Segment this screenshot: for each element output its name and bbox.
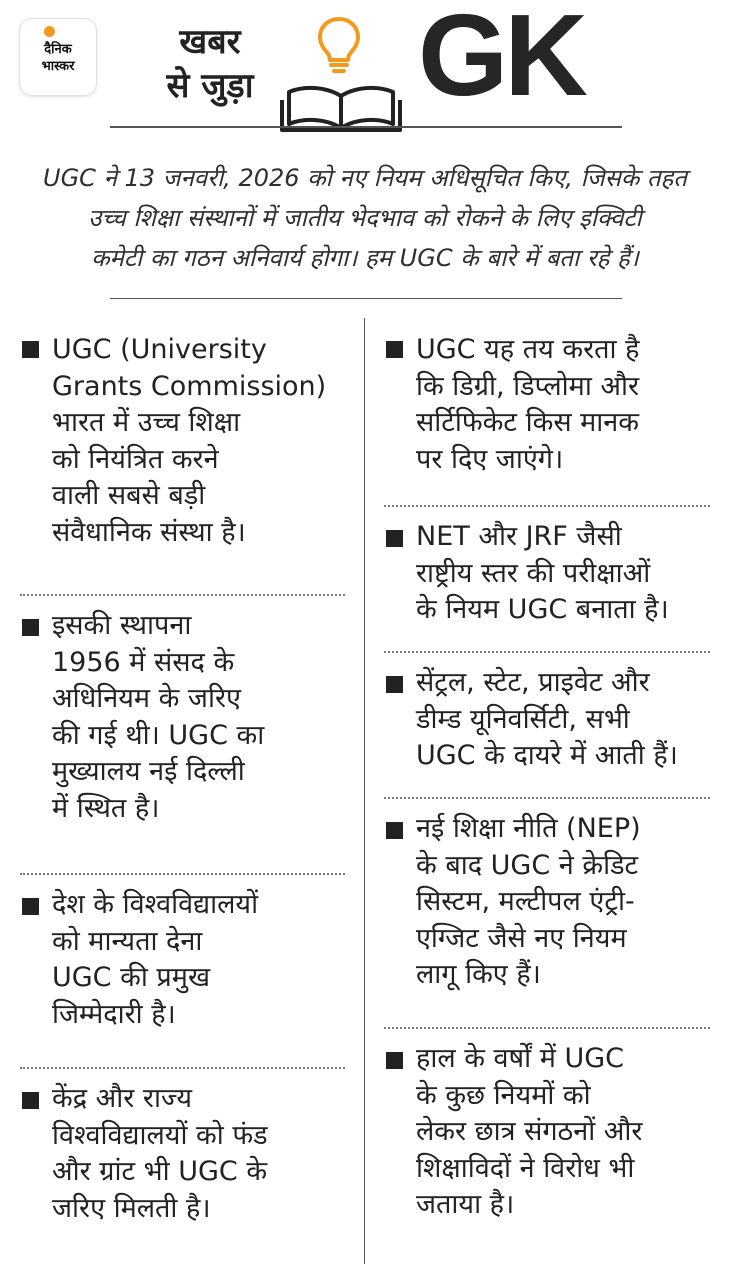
fact-line: Grants Commission) xyxy=(52,370,327,402)
lightbulb-icon xyxy=(316,16,362,74)
fact-line: लागू किए हैं। xyxy=(416,959,541,990)
fact-line: के कुछ नियमों को xyxy=(416,1079,591,1111)
intro-line: उच्च शिक्षा संस्थानों में जातीय भेदभाव को रोकने के लिए इक्विटी xyxy=(88,204,642,232)
bullet-square-icon xyxy=(22,341,39,358)
fact-item xyxy=(20,1069,345,1259)
fact-line: UGC (University xyxy=(52,334,267,365)
fact-line: विश्वविद्यालयों को फंड xyxy=(52,1119,268,1151)
fact-line: के नियम UGC बनाता है। xyxy=(416,594,669,625)
fact-line: 1956 में संसद के xyxy=(52,646,235,678)
fact-line: UGC की प्रमुख xyxy=(52,962,211,993)
fact-item xyxy=(384,507,710,651)
right-column xyxy=(384,318,710,1257)
fact-line: जताया है। xyxy=(416,1189,515,1220)
fact-line: सेंट्रल, स्टेट, प्राइवेट और xyxy=(416,667,650,698)
fact-line: डीम्ड यूनिवर्सिटी, सभी xyxy=(416,703,630,735)
logo-line-2: भास्कर xyxy=(41,59,75,74)
logo-line-1: दैनिक xyxy=(44,42,72,57)
fact-line: भारत में उच्च शिक्षा xyxy=(52,407,241,438)
gk-heading: GK xyxy=(418,0,584,120)
fact-line: मुख्यालय नई दिल्ली xyxy=(52,756,245,787)
header-title-line-1: खबर xyxy=(179,22,241,62)
intro-line: UGC ने 13 जनवरी, 2026 को नए नियम अधिसूचित किए, जिसके तहत xyxy=(43,164,687,192)
fact-line: UGC यह तय करता है xyxy=(416,334,640,365)
fact-line: और ग्रांट भी UGC के xyxy=(52,1156,268,1187)
bullet-square-icon xyxy=(22,898,39,915)
fact-line: पर दिए जाएंगे। xyxy=(416,443,564,475)
fact-line: सर्टिफिकेट किस मानक xyxy=(416,407,640,438)
fact-item xyxy=(384,1029,710,1257)
fact-item xyxy=(20,596,345,873)
bullet-square-icon xyxy=(22,619,39,636)
column-divider xyxy=(364,318,365,1264)
fact-line: शिक्षाविदों ने विरोध भी xyxy=(416,1152,635,1184)
fact-line: इसकी स्थापना xyxy=(52,610,192,641)
fact-item xyxy=(20,318,345,594)
fact-line: जरिए मिलती है। xyxy=(52,1192,211,1224)
bullet-square-icon xyxy=(22,1092,39,1109)
fact-line: अधिनियम के जरिए xyxy=(52,683,241,714)
fact-line: हाल के वर्षों में UGC xyxy=(416,1043,624,1074)
fact-item xyxy=(384,799,710,1027)
fact-line: केंद्र और राज्य xyxy=(52,1083,193,1114)
fact-line: सिस्टम, मल्टीपल एंट्री- xyxy=(416,886,635,917)
logo-sun-icon xyxy=(44,26,55,37)
fact-item xyxy=(384,653,710,797)
fact-line: को मान्यता देना xyxy=(52,925,203,957)
fact-line: को नियंत्रित करने xyxy=(52,443,219,475)
bullet-square-icon xyxy=(386,530,403,547)
bullet-square-icon xyxy=(386,676,403,693)
fact-line: देश के विश्वविद्यालयों xyxy=(52,889,259,920)
fact-line: लेकर छात्र संगठनों और xyxy=(416,1116,643,1147)
bullet-square-icon xyxy=(386,1052,403,1069)
bullet-square-icon xyxy=(386,822,403,839)
fact-line: UGC के दायरे में आती हैं। xyxy=(416,740,678,771)
fact-line: कि डिग्री, डिप्लोमा और xyxy=(416,370,640,402)
header-divider xyxy=(110,126,622,128)
fact-item xyxy=(384,318,710,505)
fact-line: नई शिक्षा नीति (NEP) xyxy=(416,813,641,844)
fact-line: में स्थित है। xyxy=(52,792,160,824)
intro-divider xyxy=(110,298,622,299)
intro-line: कमेटी का गठन अनिवार्य होगा। हम UGC के बारे में बता रहे हैं। xyxy=(91,244,639,272)
left-column xyxy=(20,318,345,1259)
fact-line: की गई थी। UGC का xyxy=(52,719,265,751)
fact-line: वाली सबसे बड़ी xyxy=(52,480,206,511)
fact-line: जिम्मेदारी है। xyxy=(52,998,176,1030)
fact-line: एग्जिट जैसे नए नियम xyxy=(416,922,627,954)
fact-item xyxy=(20,875,345,1067)
intro-paragraph xyxy=(0,158,730,278)
fact-line: NET और JRF जैसी xyxy=(416,521,622,552)
header-title-line-2: से जुड़ा xyxy=(166,66,254,106)
dainik-bhaskar-logo xyxy=(20,19,96,95)
fact-line: संवैधानिक संस्था है। xyxy=(52,516,246,548)
fact-line: राष्ट्रीय स्तर की परीक्षाओं xyxy=(416,557,651,589)
bullet-square-icon xyxy=(386,341,403,358)
fact-line: के बाद UGC ने क्रेडिट xyxy=(416,849,639,881)
